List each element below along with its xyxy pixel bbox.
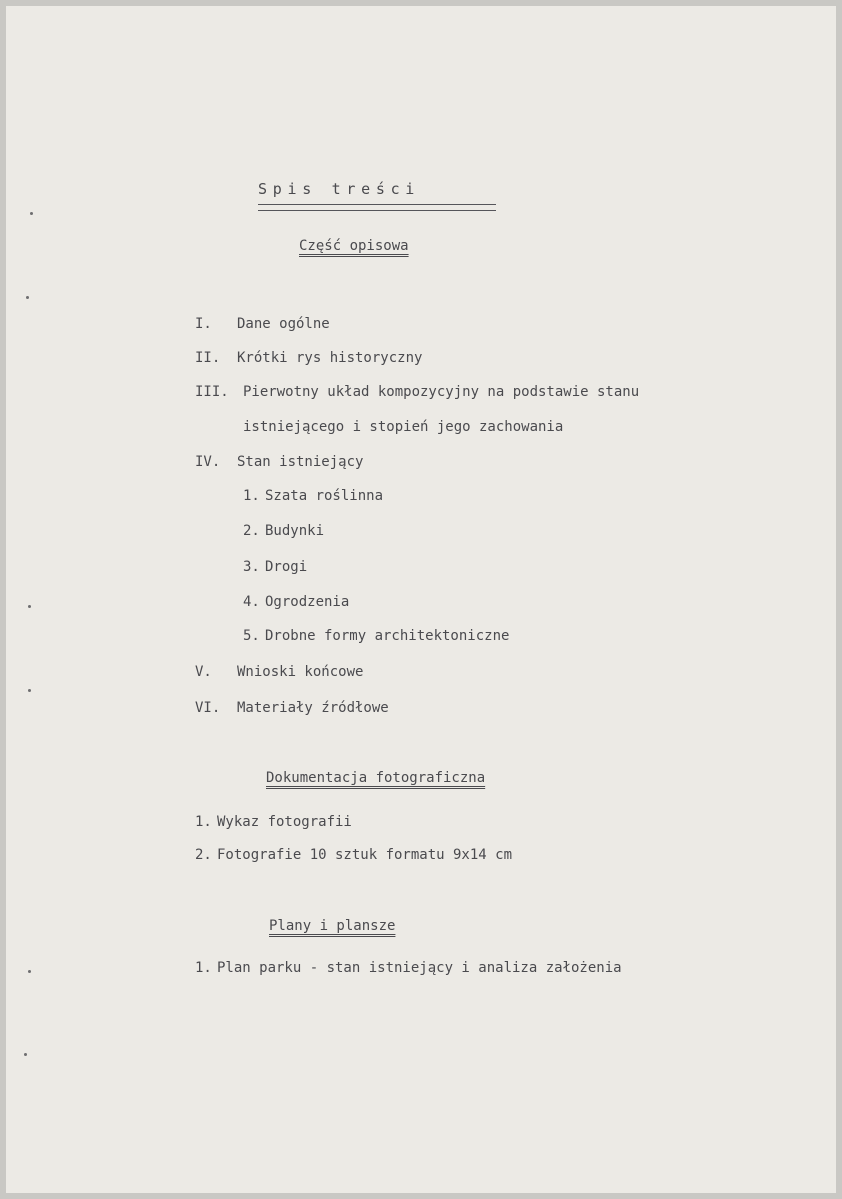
toc-item-text: Pierwotny układ kompozycyjny na podstawie stanu: [243, 384, 640, 400]
toc-item-continuation: istniejącego i stopień jego zachowania: [243, 419, 564, 435]
toc-item-text: Plan parku - stan istniejący i analiza założenia: [217, 960, 622, 976]
toc-subitem: [243, 594, 349, 610]
toc-item: [195, 664, 363, 680]
toc-item-text: Dane ogólne: [237, 316, 330, 332]
toc-subitem: [243, 628, 509, 644]
toc-item-number: 1.: [195, 814, 212, 830]
toc-item: [195, 847, 512, 863]
toc-item-number: I.: [195, 316, 212, 332]
section-heading-descriptive: Część opisowa: [299, 238, 409, 254]
page-title: Spis treści: [258, 180, 421, 198]
toc-subitem-number: 1.: [243, 488, 260, 504]
margin-dot: [26, 296, 29, 299]
section-heading-plans: Plany i plansze: [269, 918, 396, 934]
toc-item-text: Materiały źródłowe: [237, 700, 389, 716]
toc-item-text: Krótki rys historyczny: [237, 350, 423, 366]
toc-item-number: IV.: [195, 454, 221, 470]
toc-item: [195, 316, 330, 332]
toc-item-number: 1.: [195, 960, 212, 976]
toc-subitem-text: Drogi: [265, 559, 308, 575]
toc-subitem-number: 4.: [243, 594, 260, 610]
toc-item-number: V.: [195, 664, 212, 680]
margin-dot: [24, 1053, 27, 1056]
toc-subitem: [243, 559, 307, 575]
toc-item-number: 2.: [195, 847, 212, 863]
toc-subitem-number: 2.: [243, 523, 260, 539]
toc-item: [195, 700, 389, 716]
toc-subitem-text: Szata roślinna: [265, 488, 384, 504]
toc-item: [195, 384, 639, 400]
toc-item-number: III.: [195, 384, 229, 400]
toc-item-text: Wykaz fotografii: [217, 814, 352, 830]
toc-subitem-text: Budynki: [265, 523, 325, 539]
margin-dot: [30, 212, 33, 215]
margin-dot: [28, 970, 31, 973]
toc-subitem: [243, 488, 383, 504]
toc-subitem-text: Ogrodzenia: [265, 594, 350, 610]
toc-subitem-text: Drobne formy architektoniczne: [265, 628, 510, 644]
toc-item: [195, 814, 352, 830]
margin-dot: [28, 689, 31, 692]
toc-subitem-number: 5.: [243, 628, 260, 644]
toc-item: [195, 350, 422, 366]
toc-subitem: [243, 523, 324, 539]
toc-subitem-number: 3.: [243, 559, 260, 575]
toc-item-number: II.: [195, 350, 221, 366]
toc-item-number: VI.: [195, 700, 221, 716]
toc-item-text: Fotografie 10 sztuk formatu 9x14 cm: [217, 847, 513, 863]
toc-item: [195, 960, 622, 976]
toc-item-text: Wnioski końcowe: [237, 664, 364, 680]
margin-dot: [28, 605, 31, 608]
toc-item: [195, 454, 363, 470]
title-double-rule: [258, 204, 496, 211]
section-heading-photo-documentation: Dokumentacja fotograficzna: [266, 770, 486, 786]
toc-item-text: Stan istniejący: [237, 454, 364, 470]
